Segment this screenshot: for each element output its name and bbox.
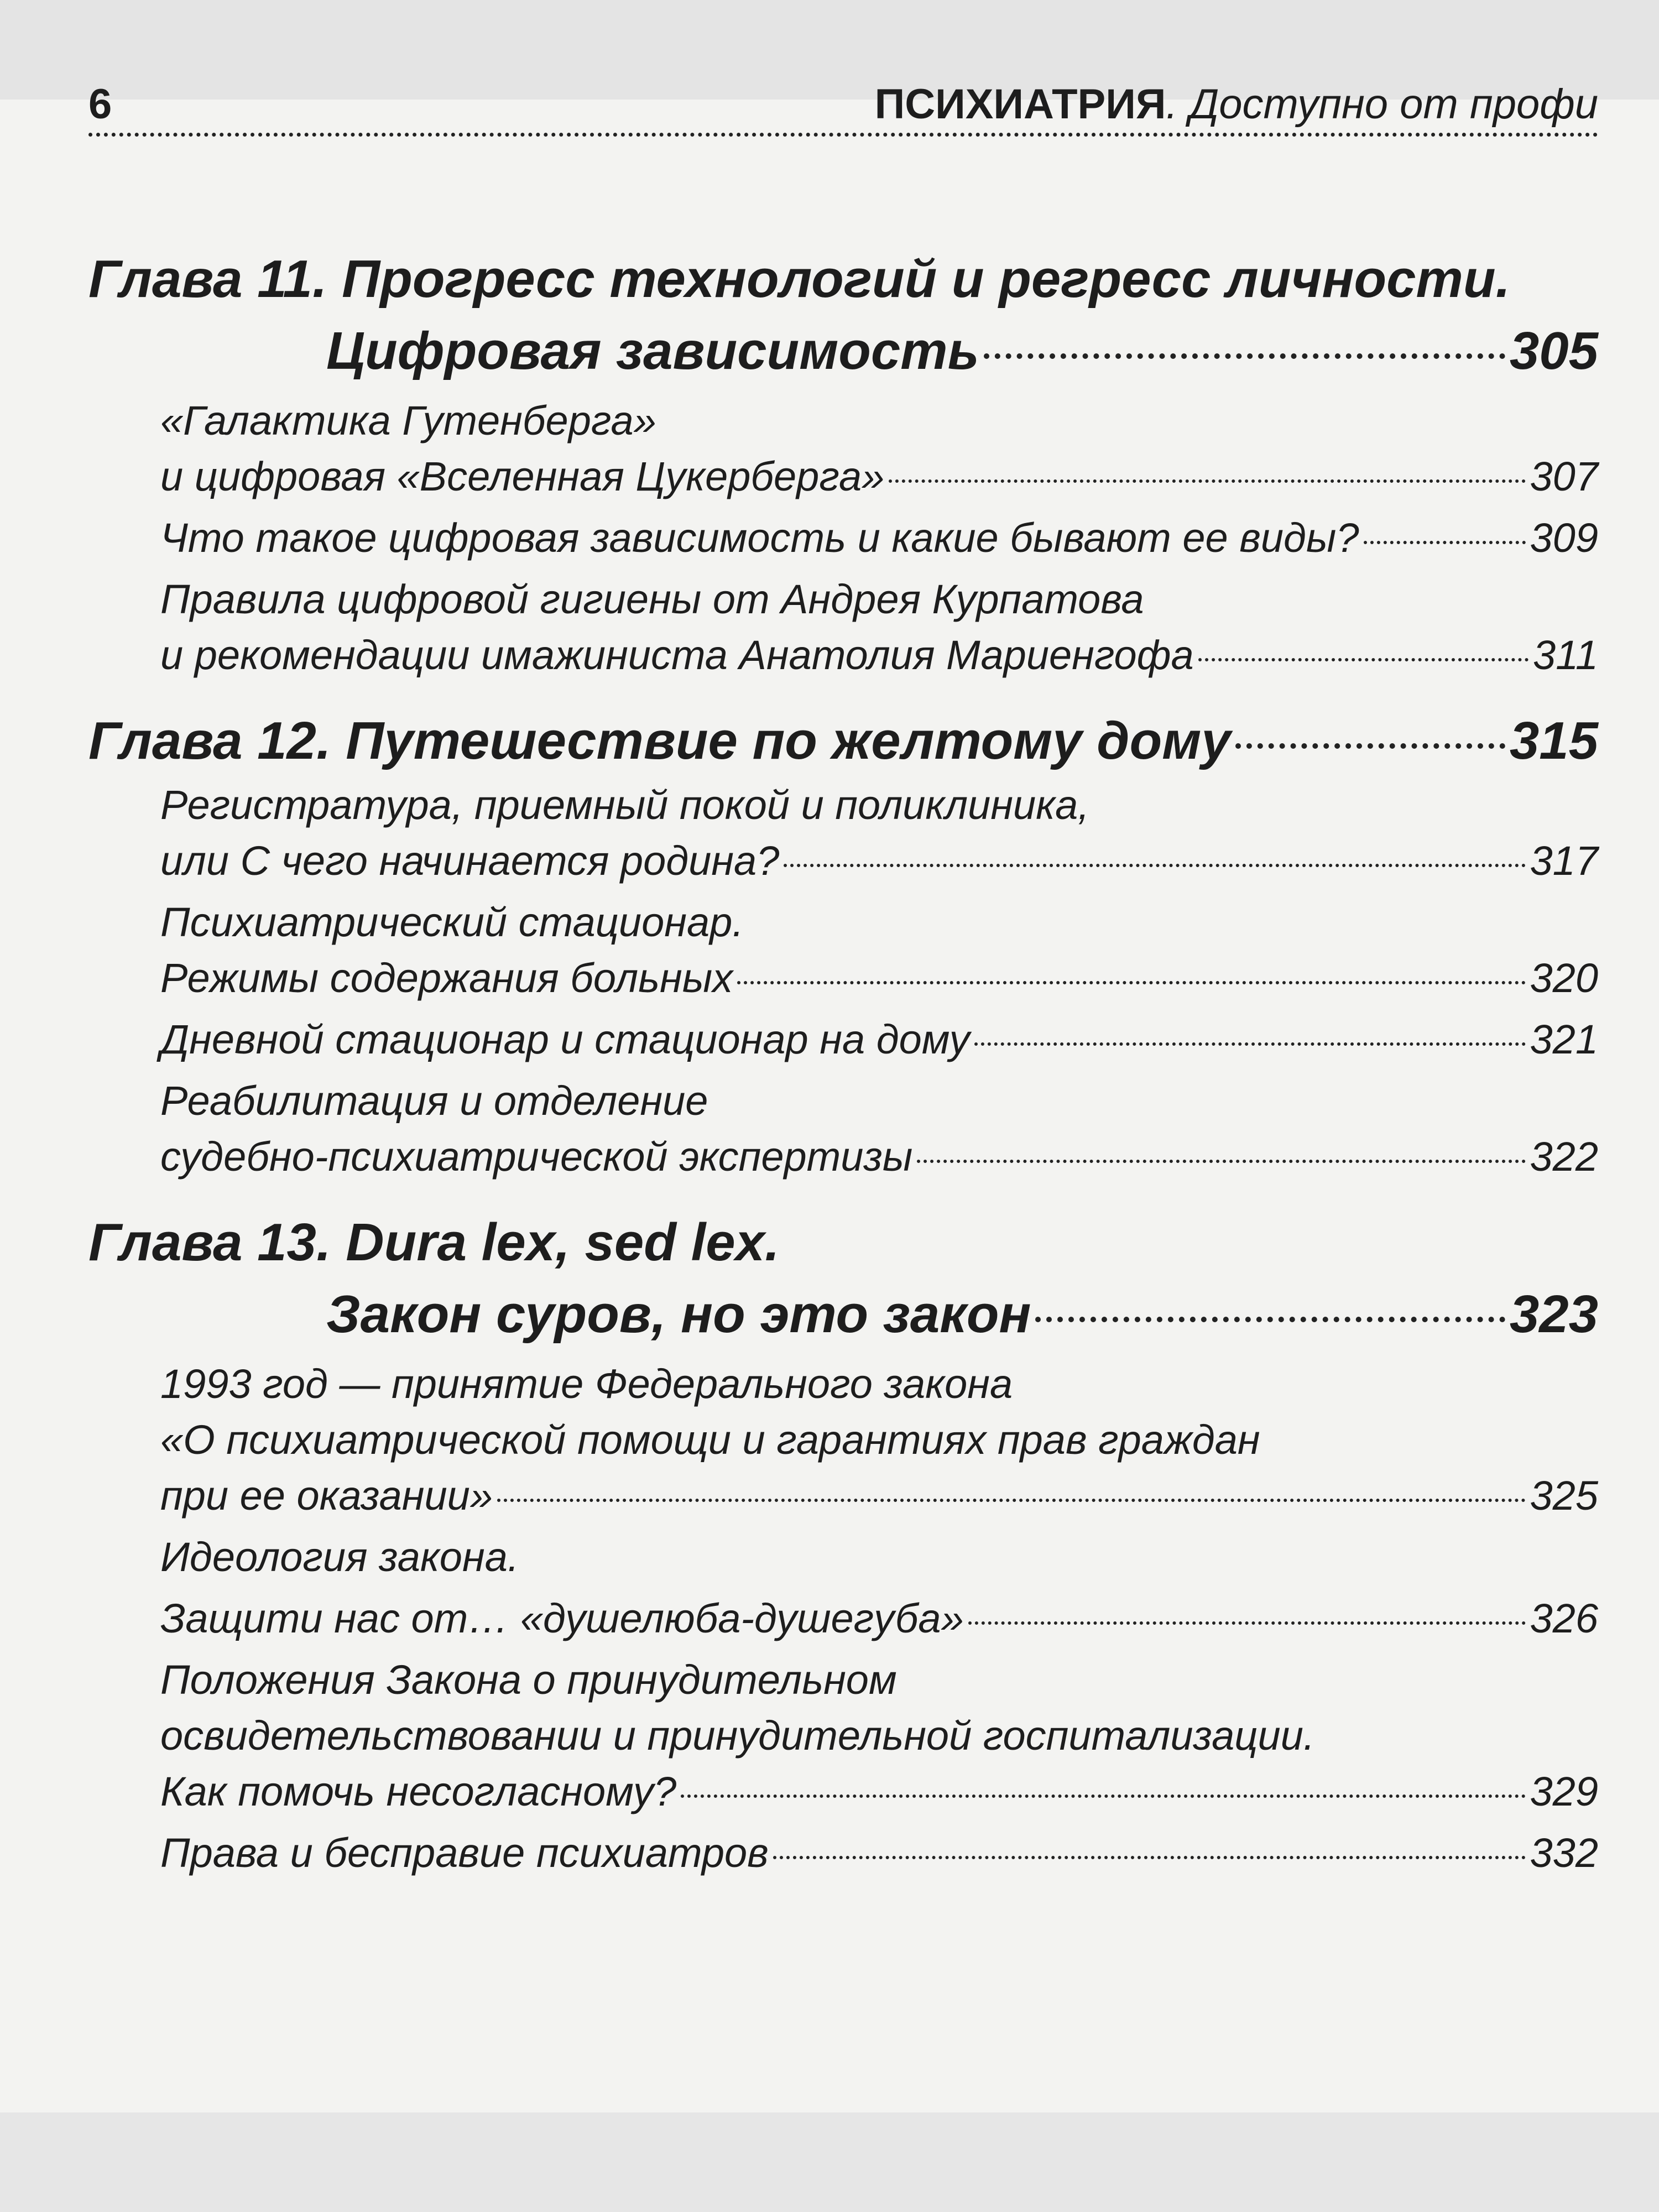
dot-leader bbox=[1364, 541, 1526, 544]
chapter-page-number: 305 bbox=[1509, 321, 1598, 380]
entry-title: и рекомендации имажиниста Анатолия Мариенгофа bbox=[160, 632, 1194, 678]
running-title bbox=[875, 80, 1598, 128]
dot-leader bbox=[497, 1499, 1526, 1502]
dot-leader bbox=[784, 864, 1525, 867]
running-title-book: ПСИХИАТРИЯ bbox=[874, 81, 1166, 128]
entry-line: Реабилитация и отделение bbox=[160, 1078, 708, 1124]
entry-row bbox=[160, 1011, 1598, 1067]
chapter-title-row bbox=[88, 705, 1598, 777]
dot-leader bbox=[1035, 1317, 1505, 1322]
table-of-contents bbox=[88, 243, 1598, 1886]
chapter-page-number: 323 bbox=[1509, 1285, 1598, 1344]
toc-entry bbox=[88, 1011, 1598, 1067]
dot-leader bbox=[1198, 658, 1528, 661]
entry-title: при ее оказании» bbox=[160, 1473, 493, 1519]
entry-title: Права и бесправие психиатров bbox=[160, 1830, 769, 1876]
toc-chapter-11 bbox=[88, 243, 1598, 387]
dot-leader bbox=[889, 479, 1525, 483]
entry-page-number: 311 bbox=[1533, 632, 1598, 678]
header-dotted-rule bbox=[88, 133, 1598, 137]
entry-page-number: 325 bbox=[1530, 1473, 1598, 1519]
entry-line: Психиатрический стационар. bbox=[160, 899, 744, 945]
entry-title: Что такое цифровая зависимость и какие бывают ее виды? bbox=[160, 515, 1359, 561]
dot-leader bbox=[917, 1160, 1525, 1163]
toc-entry bbox=[88, 777, 1598, 889]
entry-page-number: 322 bbox=[1530, 1134, 1598, 1180]
dot-leader bbox=[974, 1042, 1526, 1046]
entry-row bbox=[160, 627, 1598, 683]
toc-entry bbox=[88, 1652, 1598, 1819]
dot-leader bbox=[773, 1856, 1526, 1859]
entry-title: Защити нас от… «душелюба-душегуба» bbox=[160, 1595, 964, 1641]
chapter-page-number: 315 bbox=[1509, 711, 1598, 770]
entry-page-number: 309 bbox=[1530, 515, 1598, 561]
page-header bbox=[88, 69, 1598, 152]
entry-page-number: 326 bbox=[1530, 1595, 1598, 1641]
entry-row bbox=[160, 1129, 1598, 1185]
scan-bottom-margin bbox=[0, 2112, 1659, 2212]
toc-entry bbox=[88, 571, 1598, 683]
entry-row bbox=[160, 448, 1598, 504]
entry-title: Режимы содержания больных bbox=[160, 955, 733, 1001]
entry-row bbox=[160, 1590, 1598, 1646]
dot-leader bbox=[968, 1621, 1526, 1625]
entry-title: судебно-психиатрической экспертизы bbox=[160, 1134, 913, 1180]
entry-page-number: 317 bbox=[1530, 838, 1598, 884]
entry-row bbox=[160, 833, 1598, 889]
chapter-title-line: Глава 13. Dura lex, sed lex. bbox=[88, 1213, 780, 1272]
entry-page-number: 307 bbox=[1530, 453, 1598, 499]
entry-line: 1993 год — принятие Федерального закона bbox=[160, 1361, 1013, 1407]
entry-title: Дневной стационар и стационар на дому bbox=[160, 1016, 970, 1062]
entry-row bbox=[160, 510, 1598, 566]
chapter-title-line: Цифровая зависимость bbox=[326, 321, 979, 380]
entry-row bbox=[160, 1764, 1598, 1819]
dot-leader bbox=[737, 981, 1525, 984]
toc-chapter-13 bbox=[88, 1207, 1598, 1350]
entry-row bbox=[160, 1825, 1598, 1881]
page-number: 6 bbox=[88, 81, 112, 128]
toc-entry bbox=[88, 1590, 1598, 1646]
toc-entry bbox=[88, 1073, 1598, 1185]
toc-entry bbox=[88, 510, 1598, 566]
dot-leader bbox=[984, 353, 1505, 359]
entry-row bbox=[160, 1468, 1598, 1524]
dot-leader bbox=[681, 1794, 1525, 1798]
entry-title: Как помочь несогласному? bbox=[160, 1768, 677, 1814]
chapter-title-row bbox=[88, 315, 1598, 387]
entry-line: «О психиатрической помощи и гарантиях прав граждан bbox=[160, 1417, 1260, 1463]
entry-row bbox=[160, 950, 1598, 1006]
toc-entry bbox=[88, 1529, 1598, 1585]
chapter-title-row bbox=[88, 1279, 1598, 1350]
chapter-title-line: Закон суров, но это закон bbox=[326, 1285, 1031, 1344]
chapter-title-line: Глава 11. Прогресс технологий и регресс личности. bbox=[88, 249, 1511, 309]
chapter-title-line: Глава 12. Путешествие по желтому дому bbox=[88, 711, 1231, 770]
entry-page-number: 321 bbox=[1530, 1016, 1598, 1062]
entry-line: «Галактика Гутенберга» bbox=[160, 398, 656, 444]
toc-entry bbox=[88, 894, 1598, 1006]
entry-line: Правила цифровой гигиены от Андрея Курпатова bbox=[160, 576, 1144, 622]
toc-chapter-12 bbox=[88, 705, 1598, 777]
entry-line: освидетельствовании и принудительной госпитализации. bbox=[160, 1713, 1315, 1759]
entry-page-number: 329 bbox=[1530, 1768, 1598, 1814]
entry-line: Регистратура, приемный покой и поликлиника, bbox=[160, 782, 1089, 828]
entry-page-number: 332 bbox=[1530, 1830, 1598, 1876]
entry-page-number: 320 bbox=[1530, 955, 1598, 1001]
entry-line: Положения Закона о принудительном bbox=[160, 1657, 897, 1703]
running-title-subtitle: . Доступно от профи bbox=[1166, 81, 1598, 128]
toc-entry bbox=[88, 1825, 1598, 1881]
toc-entry bbox=[88, 1356, 1598, 1524]
entry-title: и цифровая «Вселенная Цукерберга» bbox=[160, 453, 885, 499]
dot-leader bbox=[1235, 743, 1505, 749]
entry-title: или С чего начинается родина? bbox=[160, 838, 780, 884]
toc-entry bbox=[88, 393, 1598, 504]
entry-title: Идеология закона. bbox=[160, 1534, 519, 1580]
